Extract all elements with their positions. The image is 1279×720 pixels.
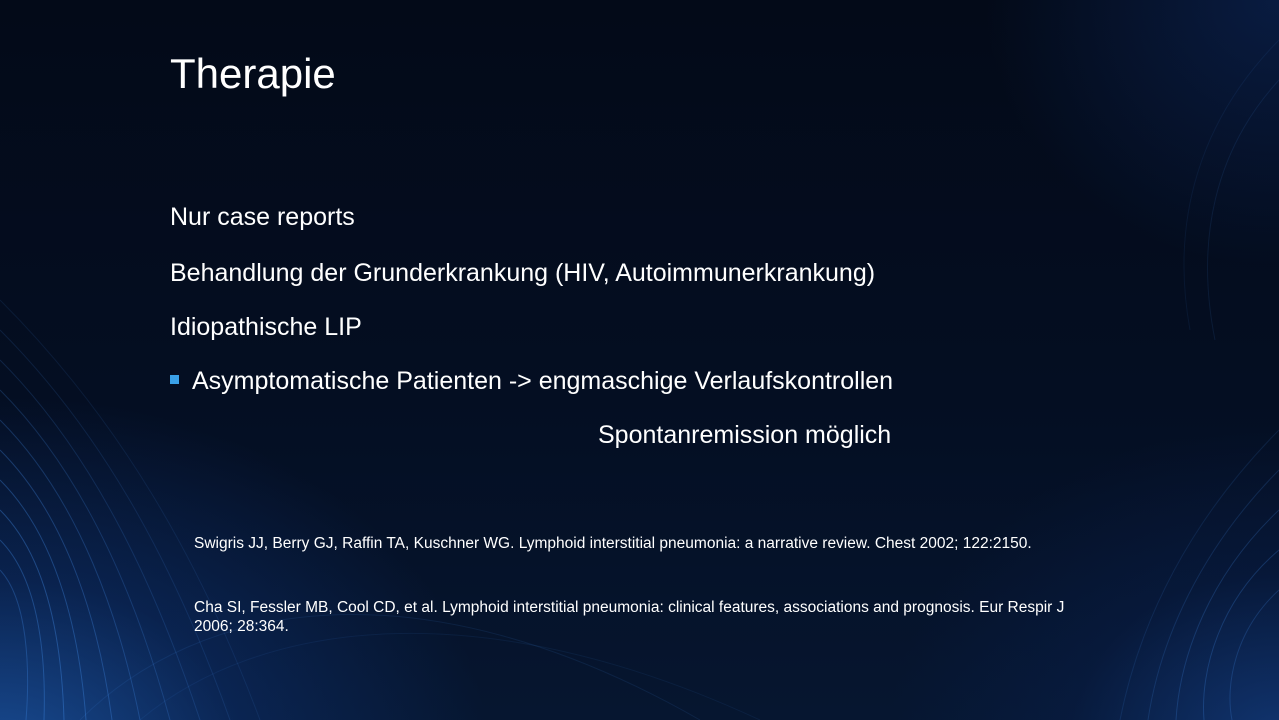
bullet-item <box>170 367 893 396</box>
body-line-idiopathic: Idiopathische LIP <box>170 313 362 341</box>
reference-2: Cha SI, Fessler MB, Cool CD, et al. Lymphoid interstitial pneumonia: clinical features, associations and prognosis. Eur Respir J 2006; 28:364. <box>194 599 1065 635</box>
body-line-treatment: Behandlung der Grunderkrankung (HIV, Autoimmunerkrankung) <box>170 259 876 287</box>
bullet-text: Asymptomatische Patienten -> engmaschige Verlaufskontrollen <box>192 367 894 395</box>
slide-title: Therapie <box>170 50 336 97</box>
body-line-case-reports: Nur case reports <box>170 203 355 231</box>
reference-1: Swigris JJ, Berry GJ, Raffin TA, Kuschner WG. Lymphoid interstitial pneumonia: a narrative review. Chest 2002; 122:2150. <box>194 535 1032 552</box>
bullet-continuation: Spontanremission möglich <box>598 421 892 449</box>
square-bullet-icon <box>170 375 179 384</box>
